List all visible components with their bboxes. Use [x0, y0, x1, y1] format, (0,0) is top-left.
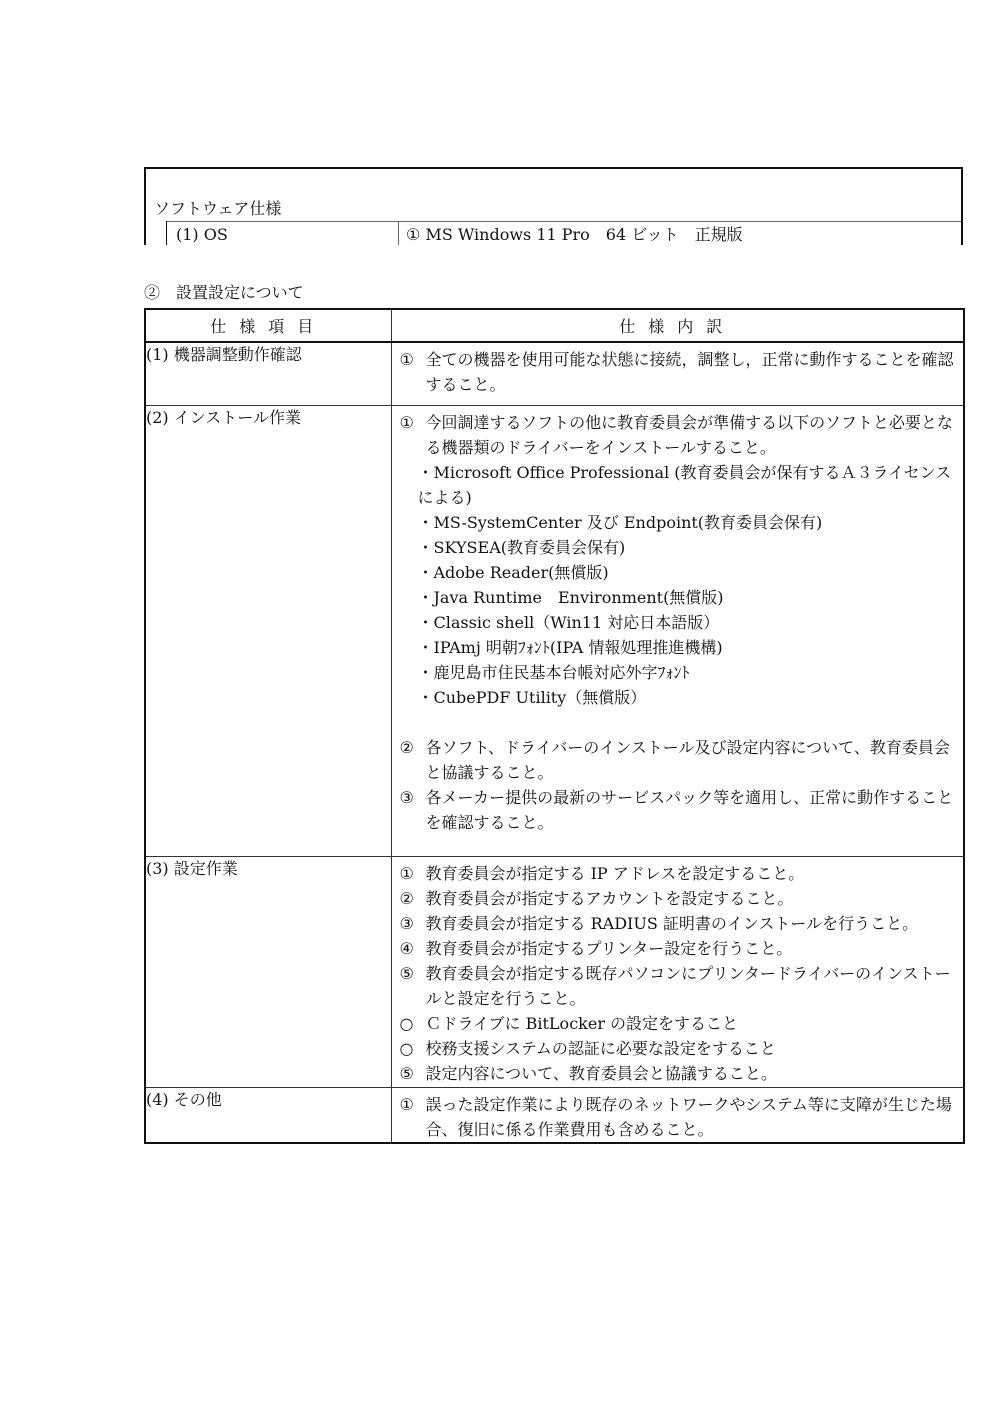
- software-list-item: ・Adobe Reader(無償版): [417, 563, 609, 582]
- item-number: ①: [399, 413, 414, 432]
- row-category: (2) インストール作業: [145, 406, 391, 857]
- divider: [398, 221, 399, 245]
- table-row: [145, 1088, 964, 1144]
- software-list-item: ・Classic shell（Win11 対応日本語版）: [417, 613, 720, 632]
- list-item: [400, 1061, 956, 1086]
- list-item: [400, 347, 956, 397]
- section-heading: ② 設置設定について: [144, 283, 304, 302]
- item-text: 各ソフト、ドライバーのインストール及び設定内容について、教育委員会と協議すること。: [425, 738, 950, 782]
- row-category: (3) 設定作業: [145, 857, 391, 1088]
- item-text: 全ての機器を使用可能な状態に接続，調整し，正常に動作することを確認すること。: [425, 350, 954, 394]
- item-number: ③: [399, 788, 414, 807]
- item-text: 教育委員会が指定する既存パソコンにプリンタードライバーのインストールと設定を行うこと。: [425, 964, 951, 1008]
- software-list-item: ・Java Runtime Environment(無償版): [417, 588, 724, 607]
- row-detail: [391, 857, 964, 1088]
- list-item: [400, 1092, 956, 1142]
- list-item: [400, 886, 956, 911]
- software-list-item: ・IPAmj 明朝ﾌｫﾝﾄ(IPA 情報処理推進機構): [417, 638, 723, 657]
- item-text: 各メーカー提供の最新のサービスパック等を適用し、正常に動作することを確認すること。: [425, 788, 954, 832]
- software-list-item: ・Microsoft Office Professional (教育委員会が保有するＡ３ライセンスによる): [417, 463, 952, 507]
- row-detail: [391, 1088, 964, 1144]
- row-detail: [391, 406, 964, 857]
- item-number: ④: [399, 939, 414, 958]
- item-text: 教育委員会が指定するアカウントを設定すること。: [425, 889, 794, 908]
- software-list-item: ・SKYSEA(教育委員会保有): [417, 538, 626, 557]
- list-item: [400, 861, 956, 886]
- software-list-item: ・MS-SystemCenter 及び Endpoint(教育委員会保有): [417, 513, 823, 532]
- item-number: ⑤: [399, 964, 414, 983]
- software-spec-box: [144, 167, 963, 245]
- table-row: [145, 342, 964, 406]
- os-value: ① MS Windows 11 Pro 64 ビット 正規版: [406, 225, 743, 244]
- list-item: [400, 1036, 956, 1061]
- item-number: ○: [399, 1039, 414, 1058]
- row-category: (1) 機器調整動作確認: [145, 342, 391, 406]
- software-list-item: ・CubePDF Utility（無償版）: [417, 688, 647, 707]
- item-text: 校務支援システムの認証に必要な設定をすること: [425, 1039, 776, 1058]
- spec-table: [144, 308, 965, 1144]
- item-text: 設定内容について、教育委員会と協議すること。: [425, 1064, 777, 1083]
- item-number: ⑤: [399, 1064, 414, 1083]
- table-header-row: [145, 309, 964, 342]
- divider: [166, 221, 961, 222]
- header-detail: 仕様内訳: [391, 309, 964, 342]
- list-item: [400, 936, 956, 961]
- item-number: ②: [399, 738, 414, 757]
- item-number: ○: [399, 1014, 414, 1033]
- item-text: 教育委員会が指定する RADIUS 証明書のインストールを行うこと。: [425, 914, 919, 933]
- header-item: 仕様項目: [145, 309, 391, 342]
- software-list-item: ・鹿児島市住民基本台帳対応外字ﾌｫﾝﾄ: [417, 663, 690, 682]
- divider: [166, 221, 167, 245]
- list-item: [400, 410, 956, 460]
- software-spec-title: ソフトウェア仕様: [154, 199, 282, 218]
- os-label: (1) OS: [176, 225, 228, 244]
- item-number: ③: [399, 914, 414, 933]
- table-row: [145, 406, 964, 857]
- item-text: Ｃドライブに BitLocker の設定をすること: [425, 1014, 739, 1033]
- list-item: [400, 961, 956, 1011]
- list-item: [400, 1011, 956, 1036]
- list-item: [400, 735, 956, 785]
- item-number: ②: [399, 889, 414, 908]
- row-category: (4) その他: [145, 1088, 391, 1144]
- table-row: [145, 857, 964, 1088]
- item-number: ①: [399, 350, 414, 369]
- spacer: [400, 710, 956, 735]
- item-text: 誤った設定作業により既存のネットワークやシステム等に支障が生じた場合、復旧に係る作業費用も含めること。: [425, 1095, 952, 1139]
- item-text: 教育委員会が指定する IP アドレスを設定すること。: [425, 864, 805, 883]
- item-number: ①: [399, 864, 414, 883]
- list-item: [400, 911, 956, 936]
- list-item: [400, 785, 956, 835]
- item-number: ①: [399, 1095, 414, 1114]
- item-text: 今回調達するソフトの他に教育委員会が準備する以下のソフトと必要となる機器類のドライバーをインストールすること。: [425, 413, 953, 457]
- row-detail: [391, 342, 964, 406]
- item-text: 教育委員会が指定するプリンター設定を行うこと。: [425, 939, 793, 958]
